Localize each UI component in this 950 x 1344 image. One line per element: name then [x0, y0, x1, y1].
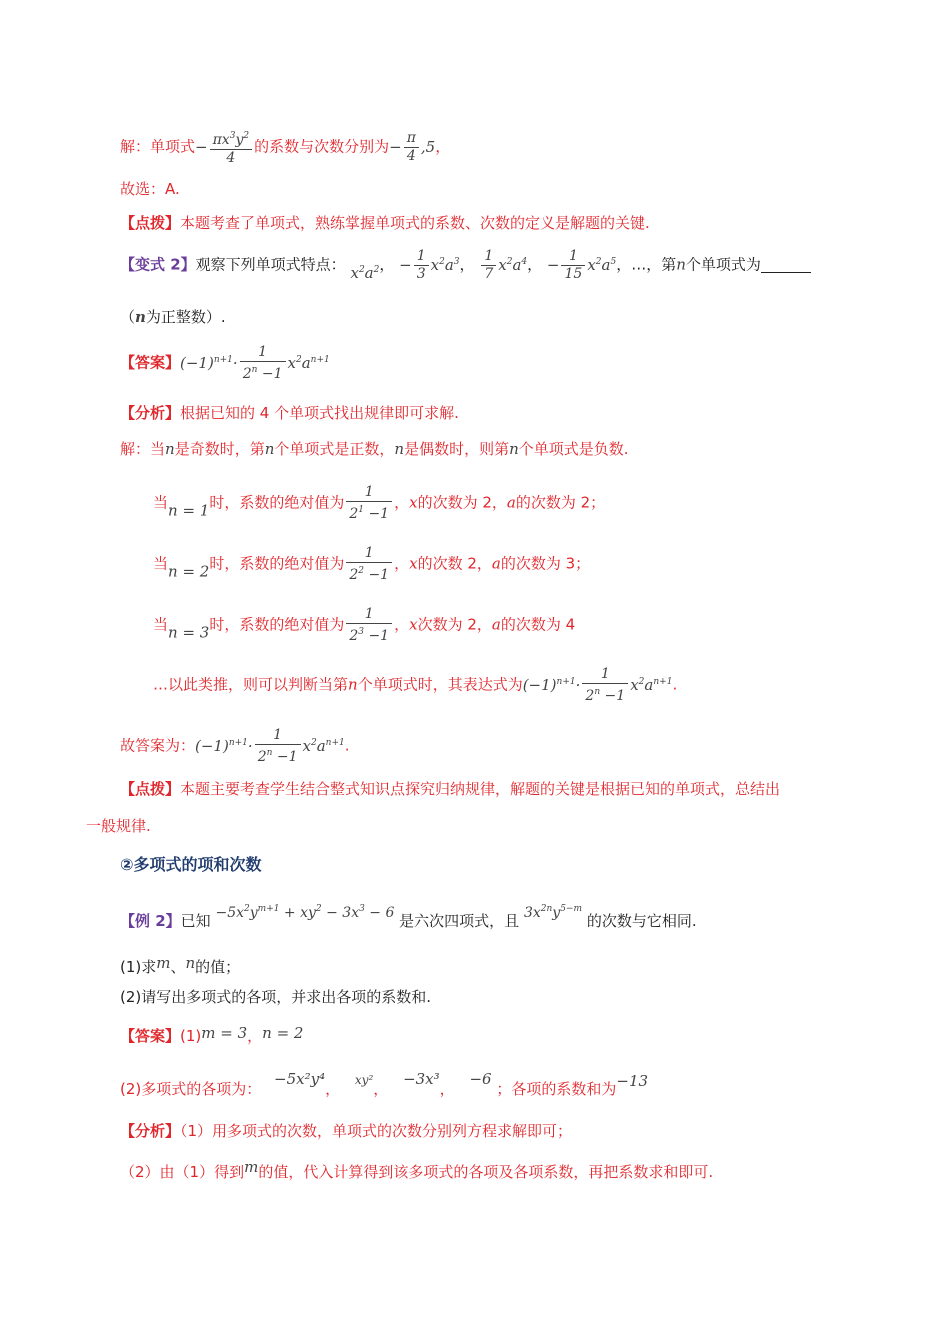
monomial-2: − $\frac{1}{3}$ $x^2a^3$: [399, 248, 460, 282]
answer-2-part-2: (2)多项式的各项为： −5x²y⁴， $^{xy^2}$， −3x³， −6 ；各项的系数和为−13: [120, 1070, 649, 1098]
example-2-question: 【例 2】已知 $-5x^2y^{m+1} + xy^2 - 3x^3 - 6$ 是六次四项式，且 $3x^{2n}y^{5-m}$ 的次数与它相同.: [120, 904, 697, 930]
monomial-1: $x^2a^2$: [350, 263, 380, 282]
section-heading: ②多项式的项和次数: [120, 855, 262, 874]
tip-1: 【点拨】本题考查了单项式，熟练掌握单项式的系数、次数的定义是解题的关键.: [120, 214, 650, 232]
variant-2-question: 【变式 2】观察下列单项式特点： $x^2a^2$， − $\frac{1}{3}$ $x^2a^3$， $\frac{1}{7}$ $x^2a^4$， − $\frac{1}{15}$ $x^2a^5$，…，第n个单项式为: [120, 248, 811, 284]
n-condition: （n为正整数）.: [120, 308, 226, 326]
final-answer: 故答案为：$(-1)^{n+1}\cdot$ $\frac{1}{2^n -1}$ $x^2a^{n+1}$.: [120, 727, 350, 765]
monomial-compare: $3x^{2n}y^{5-m}$: [523, 904, 583, 921]
answer-1: 【答案】$(-1)^{n+1}\cdot$ $\frac{1}{2^n -1}$ $x^2a^{n+1}$: [120, 344, 330, 382]
polynomial-expression: $-5x^2y^{m+1} + xy^2 - 3x^3 - 6$: [215, 904, 395, 921]
case-n-3: 当n = 3时，系数的绝对值为 $\frac{1}{2^3 -1}$ ，x次数为 2，a的次数为 4: [153, 606, 576, 644]
case-n-2: 当n = 2时，系数的绝对值为 $\frac{1}{2^2 -1}$ ，x的次数 2，a的次数为 3；: [153, 545, 591, 583]
tip-2: 【点拨】本题主要考查学生结合整式知识点探究归纳规律，解题的关键是根据已知的单项式，总结出: [120, 780, 781, 798]
case-n-1: 当n = 1时，系数的绝对值为 $\frac{1}{2^1 -1}$ ，x的次数为 2，a的次数为 2；: [153, 484, 606, 522]
question-part-2: (2)请写出多项式的各项，并求出各项的系数和.: [120, 988, 432, 1006]
generalization: …以此类推，则可以判断当第n个单项式时，其表达式为$(-1)^{n+1}\cdot$ $\frac{1}{2^n -1}$ $x^2a^{n+1}$.: [153, 666, 678, 704]
answer-blank: [761, 256, 811, 273]
choice-answer: 故选：A.: [120, 180, 180, 198]
tip-2-continued: 一般规律.: [86, 817, 151, 835]
analysis-2-part-2: （2）由（1）得到m的值，代入计算得到该多项式的各项及各项系数，再把系数求和即可.: [120, 1158, 714, 1181]
analysis-1: 【分析】根据已知的 4 个单项式找出规律即可求解.: [120, 404, 459, 422]
question-part-1: (1)求m、n的值；: [120, 954, 241, 976]
coefficient-degree-result: − $\frac{\pi}{4}$ ,5: [389, 130, 436, 164]
general-term-expression: $(-1)^{n+1}\cdot$ $\frac{1}{2^n -1}$ $x^2a^{n+1}$: [180, 344, 330, 382]
solution-sign-rule: 解：当n是奇数时，第n个单项式是正数，n是偶数时，则第n个单项式是负数.: [120, 440, 629, 458]
monomial-expression: − $\frac{\pi x^3y^2}{4}$: [195, 138, 254, 156]
answer-2-part-1: 【答案】(1)m = 3，n = 2: [120, 1024, 304, 1045]
solution-line-1: 解：单项式− $\frac{\pi x^3y^2}{4}$ 的系数与次数分别为− $\frac{\pi}{4}$ ,5，: [120, 130, 451, 166]
monomial-3: $\frac{1}{7}$ $x^2a^4$: [479, 256, 527, 274]
monomial-4: − $\frac{1}{15}$ $x^2a^5$: [546, 248, 617, 282]
analysis-2: 【分析】（1）用多项式的次数，单项式的次数分别列方程求解即可；: [120, 1122, 573, 1140]
